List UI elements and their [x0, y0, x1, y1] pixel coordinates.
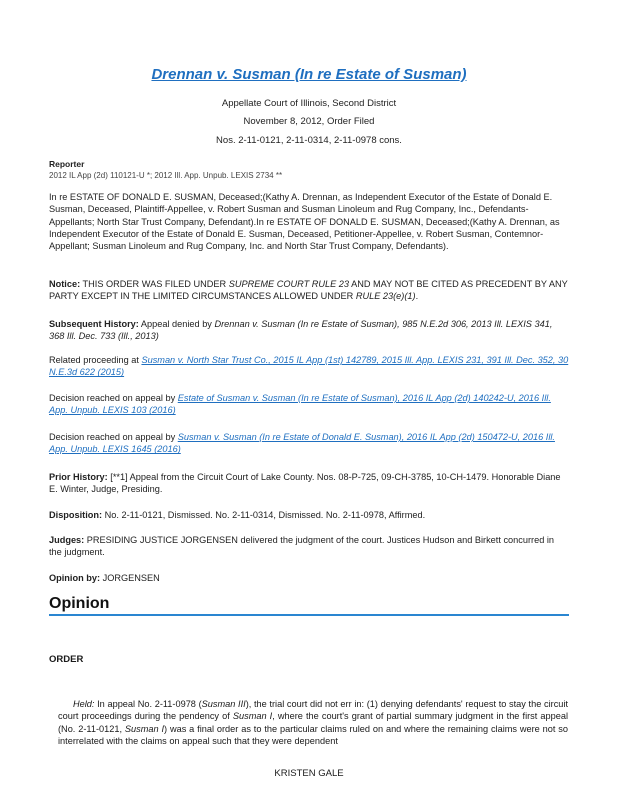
- opinion-divider: [49, 614, 569, 616]
- notice-label: Notice:: [49, 279, 81, 289]
- prior-history: [49, 471, 569, 496]
- subsequent-label: Subsequent History:: [49, 319, 139, 329]
- related-prefix: Related proceeding at: [49, 355, 142, 365]
- notice-text-2: AND MAY NOT BE CITED AS PRECEDENT BY ANY PARTY EXCEPT IN THE LIMITED CIRCUMSTANCES ALLOWED UNDER: [49, 279, 568, 302]
- subsequent-case: Drennan v. Susman (In re Estate of Susman), 985 N.E.2d 306, 2013 Ill. LEXIS 341, 368 Ill. Dec. 733 (Ill., 2013): [49, 319, 553, 342]
- disposition-label: Disposition:: [49, 510, 103, 520]
- decision-1-prefix: Decision reached on appeal by: [49, 393, 178, 403]
- subsequent-history: [49, 318, 569, 343]
- footer-name: KRISTEN GALE: [274, 768, 344, 779]
- docket-numbers: Nos. 2-11-0121, 2-11-0314, 2-11-0978 cons.: [216, 135, 402, 146]
- held-text-3: , where the court's grant of partial summary judgment in the first appeal (No. 2-11-0121,: [58, 711, 568, 734]
- judges-text: PRESIDING JUSTICE JORGENSEN delivered the judgment of the court. Justices Hudson and Birkett concurred in the judgment.: [49, 535, 555, 558]
- notice-text-3: .: [415, 291, 419, 302]
- order-label: ORDER: [49, 654, 84, 665]
- held-susman-i-a: Susman I: [232, 711, 273, 722]
- held-label: Held:: [73, 699, 95, 709]
- related-case-link[interactable]: Susman v. North Star Trust Co., 2015 IL App (1st) 142789, 2015 Ill. App. LEXIS 231, 391 Ill. Dec. 352, 30 N.E.3d 622 (2015): [49, 355, 569, 378]
- decision-2-link[interactable]: Susman v. Susman (In re Estate of Donald E. Susman), 2016 IL App (2d) 150472-U, 2016 Ill. App. Unpub. LEXIS 1645 (2016): [49, 432, 555, 455]
- reporter-label: Reporter: [49, 159, 85, 169]
- decision-2-prefix: Decision reached on appeal by: [49, 432, 178, 442]
- notice-section: [49, 278, 569, 303]
- held-text-1: In appeal No. 2-11-0978 (: [94, 699, 202, 709]
- prior-text: [**1] Appeal from the Circuit Court of Lake County. Nos. 08-P-725, 09-CH-3785, 10-CH-1479. Honorable Diane E. Winter, Judge, Presiding.: [49, 472, 561, 495]
- opinion-heading: Opinion: [49, 595, 110, 612]
- notice-rule-1: SUPREME COURT RULE 23: [228, 279, 350, 289]
- case-parties: In re ESTATE OF DONALD E. SUSMAN, Deceased;(Kathy A. Drennan, as Independent Executor of the Estate of Donald E. Susman, Deceased, Plaintiff-Appellee, v. Robert Susman and Susman Linoleum and Rug Company, Inc., Defendants-Appellants; North Star Trust Company, Defendant).In re ESTATE OF DONALD E. SUSMAN, Deceased;(Kathy A. Drennan, as Independent Executor of the Estate of Donald E. Susman, Deceased, Petitioner-Appellee, v. Robert Susman, Contemnor-Appellant; Susman Linoleum and Rug Company, Inc. and North Star Trust Company, Defendants).: [49, 191, 560, 252]
- filed-date: November 8, 2012, Order Filed: [243, 116, 375, 127]
- notice-rule-2: RULE 23(e)(1): [355, 291, 416, 302]
- judges: [49, 534, 569, 559]
- related-proceeding: [49, 354, 569, 379]
- reporter-section: [49, 158, 569, 253]
- court-name: Appellate Court of Illinois, Second District: [221, 98, 397, 109]
- decision-2: [49, 431, 569, 456]
- opinion-by-label: Opinion by:: [49, 573, 101, 583]
- decision-1-link[interactable]: Estate of Susman v. Susman (In re Estate of Susman), 2016 IL App (2d) 140242-U, 2016 Ill. App. Unpub. LEXIS 103 (2016): [49, 393, 551, 416]
- notice-text-1: THIS ORDER WAS FILED UNDER: [80, 279, 229, 289]
- held-text-2: ), the trial court did not err in: (1) denying defendants' request to stay the circuit court proceedings during the pendency of: [58, 699, 568, 722]
- opinion-by: [49, 572, 569, 584]
- held-text-4: ) was a final order as to the particular claims ruled on and where the remaining claims were not so interrelated with the claims on appeal such that they were dependent: [58, 723, 568, 747]
- judges-label: Judges:: [49, 535, 85, 545]
- subsequent-text: Appeal denied by: [138, 319, 215, 329]
- held-susman-i-b: Susman I: [124, 723, 165, 734]
- disposition: [49, 509, 569, 521]
- reporter-citation: 2012 IL App (2d) 110121-U *; 2012 Ill. App. Unpub. LEXIS 2734 **: [49, 171, 283, 181]
- case-title-link[interactable]: Drennan v. Susman (In re Estate of Susman): [151, 66, 467, 83]
- prior-label: Prior History:: [49, 472, 108, 482]
- held-paragraph: [58, 698, 568, 748]
- disposition-text: No. 2-11-0121, Dismissed. No. 2-11-0314, Dismissed. No. 2-11-0978, Affirmed.: [102, 510, 426, 520]
- opinion-by-text: JORGENSEN: [100, 573, 160, 583]
- held-susman-iii: Susman III: [201, 699, 246, 709]
- decision-1: [49, 392, 569, 417]
